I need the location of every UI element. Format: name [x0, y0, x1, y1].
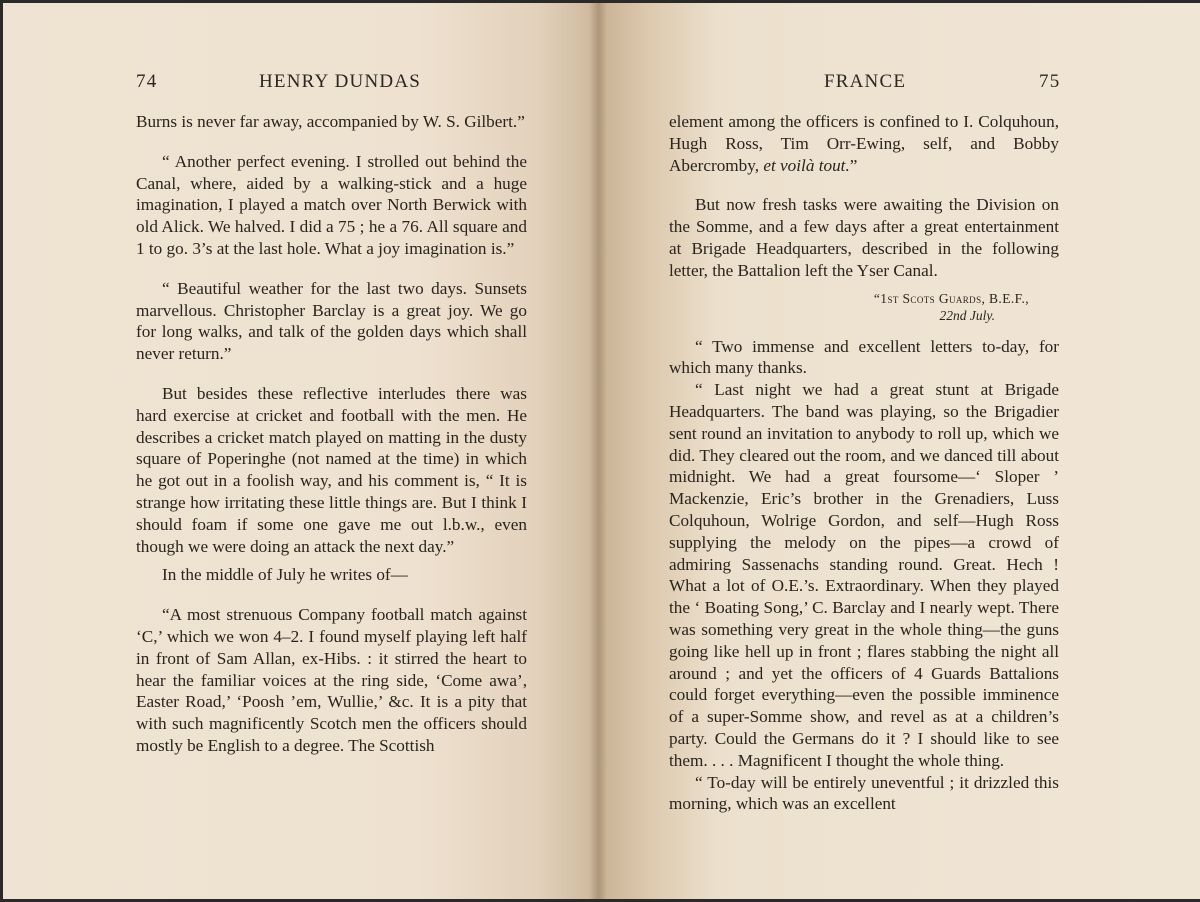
letter-heading	[669, 290, 1059, 324]
letter-heading-date: 22nd July.	[939, 307, 995, 323]
left-paragraph: “ Beautiful weather for the last two days. Sunsets marvellous. Christopher Barclay is a great joy. We go for long walks, and talk of the golden days which shall never return.”	[136, 278, 527, 364]
left-page-number: 74	[136, 71, 158, 92]
left-page	[3, 3, 598, 899]
left-paragraph: “ Another perfect evening. I strolled out behind the Canal, where, aided by a walking-stick and a huge imagination, I played a match over North Berwick with old Alick. We halved. I did a 75 ; he a 76. All square and 1 to go. 3’s at the last hole. What a joy imagination is.”	[136, 151, 527, 258]
right-page-body	[669, 111, 1059, 815]
left-page-body	[136, 111, 527, 757]
left-paragraph: “A most strenuous Company football match against ‘C,’ which we won 4–2. I found myself playing left half in front of Sam Allan, ex-Hibs. : it stirred the heart to hear the familiar voices at the ring side, ‘Come awa’, Easter Road,’ ‘Poosh ’em, Wullie,’ &c. It is a pity that with such magnificently Scotch men the officers should mostly be English to a degree. The Scottish	[136, 605, 527, 755]
book-gutter	[589, 3, 607, 899]
right-paragraph: “ Last night we had a great stunt at Brigade Headquarters. The band was playing, so the Brigadier sent round an invitation to anybody to roll up, which we did. They cleared out the room, and we danced till about midnight. We had a great foursome—‘ Sloper ’ Mackenzie, Eric’s brother in the Grenadiers, Luss Colquhoun, Wolrige Gordon, and self—Hugh Ross supplying the melody on the pipes—a crowd of admiring Sassenachs standing round. Great. Hech ! What a lot of O.E.’s. Extraordinary. When they played the ‘ Boating Song,’ C. Barclay and I nearly wept. There was something very great in the whole thing—the guns going like hell up in front ; flares stabbing the night all around ; and yet the officers of 4 Guards Battalions could forget everything—even the possible imminence of a super-Somme show, and revel as at a children’s party. Could the Germans do it ? I should like to see them. . . . Magnificent I thought the whole thing.	[669, 380, 1059, 770]
right-paragraph: But now fresh tasks were awaiting the Division on the Somme, and a few days after a great entertainment at Brigade Headquarters, described in the following letter, the Battalion left the Yser Canal.	[669, 195, 1059, 280]
right-page-number: 75	[1039, 71, 1061, 92]
right-paragraph: “ Two immense and excellent letters to-day, for which many thanks.	[669, 336, 1059, 378]
letter-heading-line1: “1st Scots Guards, B.E.F.,	[873, 290, 1029, 306]
left-paragraph: Burns is never far away, accompanied by W. S. Gilbert.”	[136, 112, 525, 131]
right-page	[598, 3, 1200, 899]
left-paragraph: But besides these reflective interludes there was hard exercise at cricket and football with the men. He describes a cricket match played on matting in the dusty square of Poperinghe (not named at the time) in which he got out in a foolish way, and his comment is, “ It is strange how irritating these little things are. But I think I should foam if some one gave me out l.b.w., even though we were doing an attack the next day.”	[136, 383, 527, 556]
right-paragraph: element among the officers is confined to I. Colquhoun, Hugh Ross, Tim Orr-Ewing, self, and Bobby Abercromby, et voilà tout.”	[669, 112, 1059, 175]
left-paragraph: In the middle of July he writes of—	[162, 565, 408, 585]
right-running-head: FRANCE	[824, 71, 907, 92]
right-paragraph: “ To-day will be entirely uneventful ; it drizzled this morning, which was an excellent	[669, 772, 1059, 814]
left-running-head: HENRY DUNDAS	[259, 71, 422, 92]
